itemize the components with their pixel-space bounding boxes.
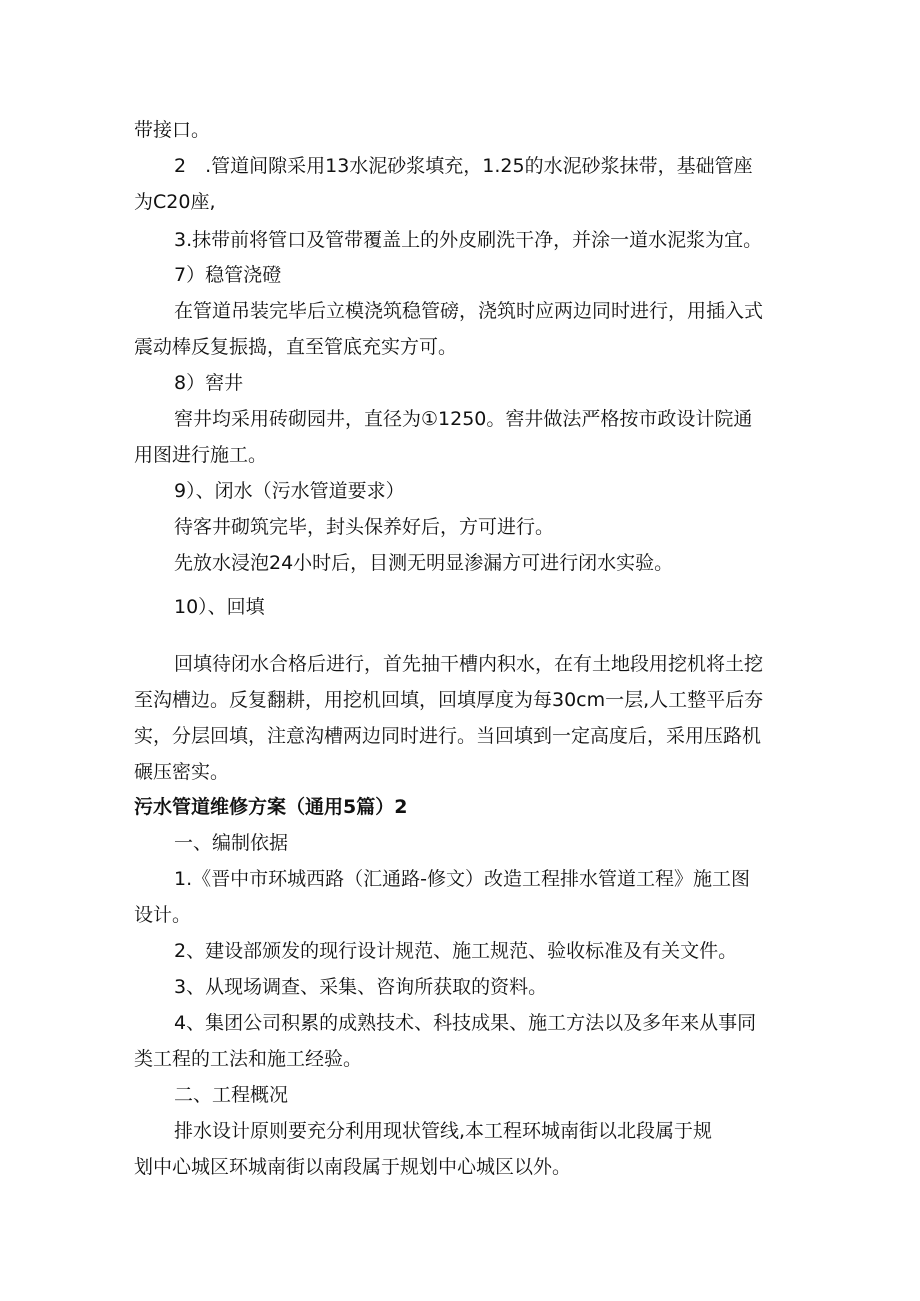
- text-line: 划中心城区环城南街以南段属于规划中心城区以外。: [134, 1156, 572, 1178]
- text-line: 回填待闭水合格后进行，首先抽干槽内积水，在有土地段用挖机将土挖: [174, 653, 764, 675]
- text-line: 待客井砌筑完毕，封头保养好后，方可进行。: [174, 516, 555, 538]
- text-line: 在管道吊装完毕后立模浇筑稳管磅，浇筑时应两边同时进行，用插入式: [174, 300, 764, 322]
- text-line: 8）窖井: [174, 372, 244, 394]
- text-line: 类工程的工法和施工经验。: [134, 1048, 363, 1070]
- text-line: 先放水浸泡24小时后，目测无明显渗漏方可进行闭水实验。: [174, 552, 674, 574]
- text-line: 4、集团公司积累的成熟技术、科技成果、施工方法以及多年来从事同: [174, 1012, 757, 1034]
- text-line: 9）、闭水（污水管道要求）: [174, 480, 405, 502]
- text-line: 二、工程概况: [174, 1084, 289, 1106]
- text-line: 2 .管道间隙采用13水泥砂浆填充，1.25的水泥砂浆抹带，基础管座: [174, 155, 753, 177]
- text-line: 3.抹带前将管口及管带覆盖上的外皮刷洗干净，并涂一道水泥浆为宜。: [174, 229, 763, 251]
- text-line: 窖井均采用砖砌园井，直径为①1250。窖井做法严格按市政设计院通: [174, 408, 753, 430]
- text-line: 2、建设部颁发的现行设计规范、施工规范、验收标准及有关文件。: [174, 940, 738, 962]
- text-line: 为C20座,: [134, 191, 216, 213]
- section-heading: 污水管道维修方案（通用5篇）2: [134, 796, 408, 818]
- text-line: 碾压密实。: [134, 761, 230, 783]
- text-line: 1.《晋中市环城西路（汇通路-修文）改造工程排水管道工程》施工图: [174, 868, 750, 890]
- text-line: 设计。: [134, 904, 192, 926]
- text-line: 实，分层回填，注意沟槽两边同时进行。当回填到一定高度后，采用压路机: [134, 725, 762, 747]
- text-line: 10）、回填: [174, 596, 265, 618]
- text-line: 排水设计原则要充分利用现状管线,本工程环城南街以北段属于规: [174, 1120, 713, 1142]
- text-line: 用图进行施工。: [134, 444, 268, 466]
- text-line: 至沟槽边。反复翻耕，用挖机回填，回填厚度为每30cm一层,人工整平后夯: [134, 689, 764, 711]
- text-line: 带接口。: [134, 119, 211, 141]
- text-line: 一、编制依据: [174, 832, 289, 854]
- text-line: 7）稳管浇磴: [174, 264, 282, 286]
- text-line: 3、从现场调查、采集、咨询所获取的资料。: [174, 976, 548, 998]
- text-line: 震动棒反复振捣，直至管底充实方可。: [134, 336, 458, 358]
